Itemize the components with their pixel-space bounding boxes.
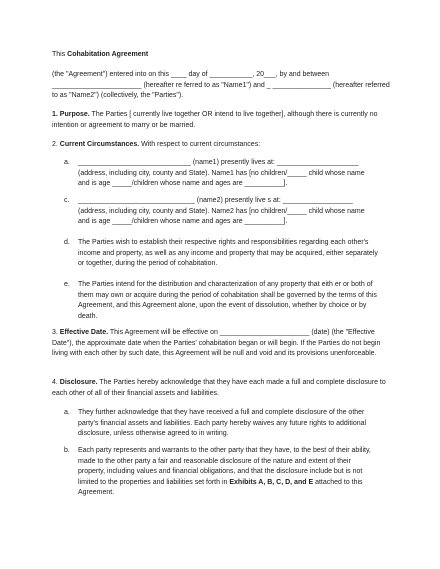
exhibits-reference: Exhibits A, B, C, D, and E [229,478,314,486]
circumstances-section [52,140,392,151]
item-4b-text: Each party represents and warrants to the other party that they have, to the best of their ability, made to the other party a fair and reasonable disclosure of the nature and extent of their property, including values and financial obligations, and that the disclosure include but is not limited to the properties and liabilities set forth in [78,447,371,486]
item-text: _____________________________ (name1) presently lives at: _____________________ (address, including city, county and State). Name1 has [no children/_____ child whose name and is age _____/children whose name and ages are __________]. [78,159,365,187]
item-marker: b. [64,447,70,454]
disclosure-heading: Disclosure. [59,379,98,386]
item-text: ______________________________ (name2) presently live s at: __________________ (address, including city, county and State). Name2 has [no children/_____ child whose name and is age _____/children whose name and ages are __________]. [78,197,365,225]
item-e [64,280,378,322]
item-marker: a. [64,159,70,166]
purpose-text: The Parties [ currently live together OR intend to live together], although there is currently no intention or agreement to marry or be married. [52,111,378,129]
item-marker: a. [64,409,70,416]
disclosure-text: The Parties hereby acknowledge that they have each made a full and complete disclosure to each other of all of their financial assets and liabilities. [52,379,386,397]
effective-number: 3. [52,329,60,336]
disclosure-section [52,378,392,399]
item-text: The Parties intend for the distribution and characterization of any property that eith er or both of them may own or acquire during the period of cohabitation shall be governed by the terms of this Agreement, and this Agreement alone, upon the event of dissolution, whether by choice or by death. [78,281,377,320]
purpose-heading: 1. Purpose. [52,111,90,118]
document-title [52,50,392,61]
effective-date-section [52,328,392,360]
item-a [64,158,378,190]
item-4b [64,446,378,499]
item-c [64,196,378,228]
title-prefix: This [52,51,68,58]
item-4a [64,408,378,440]
purpose-section [52,110,392,131]
item-text [78,446,378,499]
item-marker: d. [64,239,70,246]
intro-paragraph: (the "Agreement") entered into on this ____ day of ___________, 20___, by and between _______________________ (hereafter re ferred to as "Name1") and _ _______________ (hereafter referred to as "Name2") (collectively, the "Parties"). [52,71,390,99]
item-text: The Parties wish to establish their respective rights and responsibilities regarding each other's income and property, as well as any income and property that may be acquired, either separately or together, during the period of cohabitation. [78,239,378,267]
item-d [64,238,378,270]
circumstances-number: 2. [52,141,60,148]
effective-text: This Agreement will be effective on _______________________ (date) (the "Effective Date"), the approximate date when the Parties' cohabitation began or will begin. If the Parties do not begin living with each other by such date, this Agreement will be null and void and its provisions unenforceable. [52,329,381,357]
circumstances-heading: Current Circumstances. [59,141,140,148]
item-4b-tail: attached to this Agreement. [78,478,363,496]
circumstances-text: With respect to current circumstances: [139,141,261,148]
disclosure-number: 4. [52,379,60,386]
title-main: Cohabitation Agreement [67,51,149,58]
effective-heading: Effective Date. [59,329,109,336]
item-marker: e. [64,281,70,288]
item-marker: c. [64,197,70,204]
item-text: They further acknowledge that they have received a full and complete disclosure of the other party's financial assets and liabilities. Each party hereby waives any future rights to additional disclosure, unless otherwise agreed to in writing. [78,409,367,437]
